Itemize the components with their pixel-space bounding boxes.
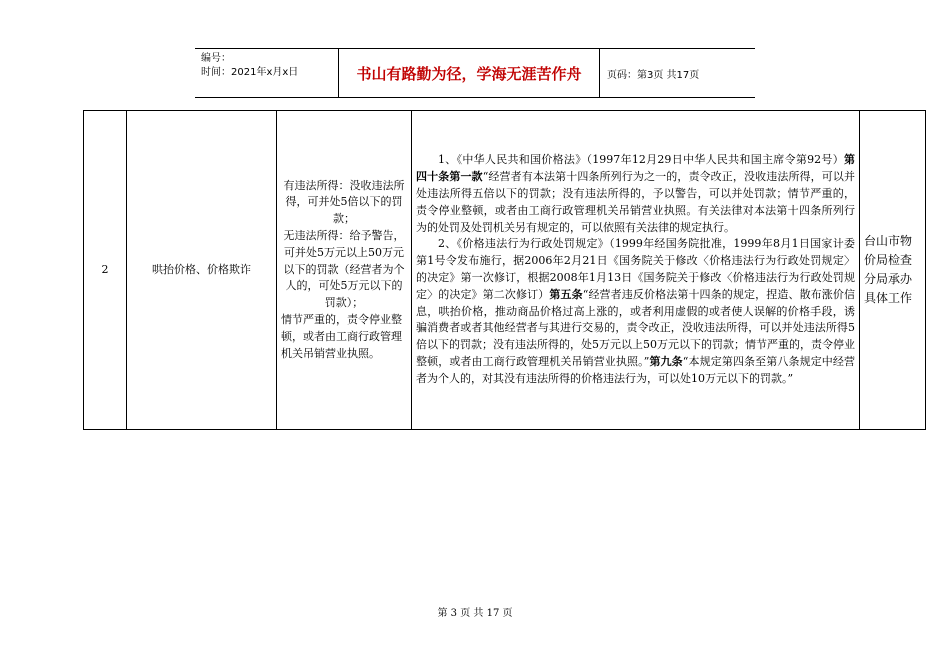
header-meta xyxy=(195,49,338,97)
penalty-without-income: 无违法所得：给予警告，可并处5万元以上50万元以下的罚款（经营者为个人的，可处5万元以下的罚款）； xyxy=(283,229,405,310)
page-footer: 第 3 页 共 17 页 xyxy=(437,608,513,619)
number-label: 编号： xyxy=(201,53,231,64)
law2-text-5: “经营者违反价格法第十四条的规定，捏造、散布涨价信息，哄抬价格，推动商品价格过高上涨的，或者利用虚假的或者使人误解的价格手段，诱骗消费者或者其他经营者与其进行交易的，责令改正，没收违法所得，可以并处违法所得5倍以下的罚款；没有违法所得的，处5万元以上50万元以下的罚款；情节严重的，责令停业整顿，或者由工商行政管理机关吊销营业执照。” xyxy=(416,287,856,368)
law2-article-5: 第五条 xyxy=(549,287,583,301)
responsible-department: 台山市物价局检查分局承办具体工作 xyxy=(860,111,926,430)
law1-text: “经营者有本法第十四条所列行为之一的，责令改正，没收违法所得，可以并处违法所得五倍以下的罚款；没有违法所得的，予以警告，可以并处罚款；情节严重的，责令停业整顿，或者由工商行政管理机关吊销营业执照。有关法律对本法第十四条所列行为的处罚及处罚机关另有规定的，可以依照有关法律的规定执行。 xyxy=(416,170,856,234)
law1-source: 1、《中华人民共和国价格法》（1997年12月29日中华人民共和国主席令第92号） xyxy=(438,153,844,167)
penalty-serious: 情节严重的，责令停业整顿，或者由工商行政管理机关吊销营业执照。 xyxy=(281,312,402,360)
violation-item: 哄抬价格、价格欺诈 xyxy=(127,111,277,430)
law1-article: 第四十条第一款 xyxy=(416,153,855,184)
legal-basis-cell xyxy=(412,111,860,430)
law-paragraph-2 xyxy=(416,236,855,387)
law2-article-9: 第九条 xyxy=(649,354,683,368)
penalty-with-income: 有违法所得：没收违法所得，可并处5倍以下的罚款； xyxy=(283,178,405,226)
penalty-table xyxy=(83,110,926,430)
header-page-info: 页码：第3页 共17页 xyxy=(607,69,700,81)
row-number: 2 xyxy=(84,111,127,430)
page-header xyxy=(195,48,755,98)
time-label: 时间：2021年x月x日 xyxy=(201,67,299,78)
penalty-cell xyxy=(277,111,412,430)
law-paragraph-1 xyxy=(416,152,855,236)
law2-text-9: “本规定第四条至第八条规定中经营者为个人的，对其没有违法所得的价格违法行为，可以处10万元以下的罚款。” xyxy=(416,354,856,385)
law2-source: 2、《价格违法行为行政处罚规定》（1999年经国务院批准，1999年8月1日国家计委第1号令发布施行，据2006年2月21日《国务院关于修改〈价格违法行为行政处罚规定〉的决定》第一次修订，根据2008年1月13日《国务院关于修改〈价格违法行为行政处罚规定〉的决定》第二次修订） xyxy=(416,237,855,301)
table-row xyxy=(84,111,926,430)
header-motto: 书山有路勤为径，学海无涯苦作舟 xyxy=(338,49,600,97)
